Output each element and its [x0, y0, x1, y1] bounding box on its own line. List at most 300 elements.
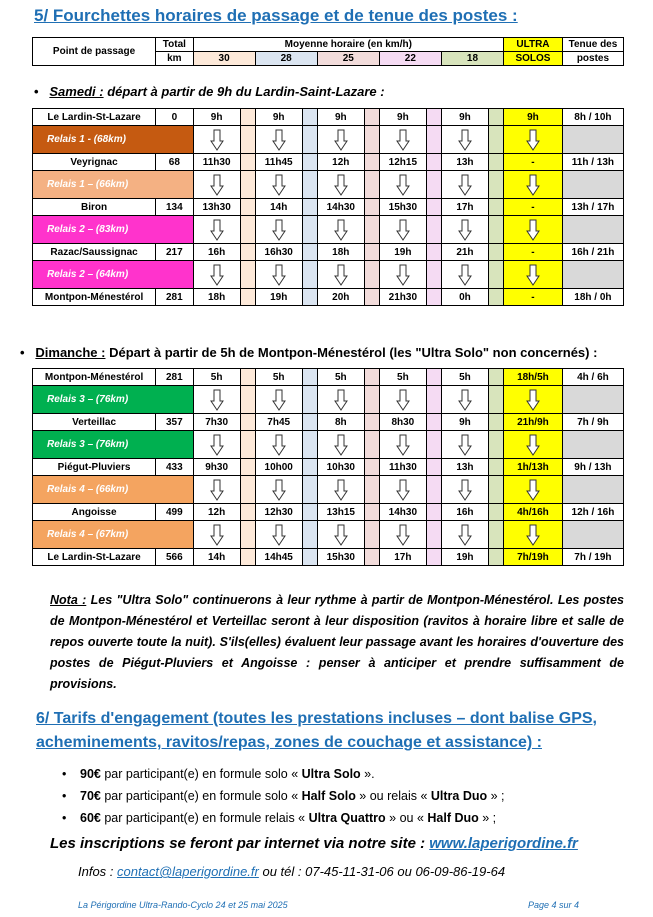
price-item: • 90€ par participant(e) en formule solo « Ultra Solo ». — [62, 763, 505, 785]
time-cell: 12h15 — [379, 154, 426, 171]
stop-row — [33, 244, 624, 261]
arrow-cell — [441, 476, 488, 504]
down-arrow-icon — [396, 389, 410, 411]
stop-km: 0 — [156, 109, 193, 126]
relais-label: Relais 3 – (76km) — [33, 431, 194, 459]
ultra-time: 18h/5h — [503, 369, 562, 386]
spacer-cell — [240, 386, 255, 414]
time-cell: 16h — [193, 244, 240, 261]
spacer-cell — [240, 369, 255, 386]
inscriptions-line: Les inscriptions se feront par internet via notre site : www.laperigordine.fr — [50, 835, 578, 852]
spacer-cell — [426, 216, 441, 244]
spacer-cell — [426, 459, 441, 476]
down-arrow-icon — [272, 434, 286, 456]
down-arrow-icon — [458, 524, 472, 546]
empty-cell — [562, 386, 623, 414]
infos-line: Infos : contact@laperigordine.fr ou tél : 07-45-11-31-06 ou 06-09-86-19-64 — [78, 864, 506, 879]
tenue-poste: 7h / 9h — [562, 414, 623, 431]
time-cell: 9h — [441, 414, 488, 431]
stop-name: Le Lardin-St-Lazare — [33, 109, 156, 126]
stop-row — [33, 414, 624, 431]
spacer-cell — [488, 126, 503, 154]
arrow-cell — [503, 216, 562, 244]
arrow-cell — [317, 476, 364, 504]
spacer-cell — [426, 289, 441, 306]
down-arrow-icon — [526, 434, 540, 456]
arrow-cell — [379, 476, 426, 504]
relais-label: Relais 1 – (66km) — [33, 171, 194, 199]
stop-km: 134 — [156, 199, 193, 216]
stop-name: Razac/Saussignac — [33, 244, 156, 261]
spacer-cell — [426, 386, 441, 414]
spacer-cell — [364, 244, 379, 261]
time-cell: 11h45 — [255, 154, 302, 171]
spacer-cell — [364, 216, 379, 244]
time-cell: 20h — [317, 289, 364, 306]
spacer-cell — [240, 414, 255, 431]
arrow-cell — [441, 386, 488, 414]
arrow-cell — [503, 261, 562, 289]
time-cell: 14h45 — [255, 549, 302, 566]
empty-cell — [562, 476, 623, 504]
down-arrow-icon — [396, 524, 410, 546]
arrow-cell — [193, 216, 240, 244]
spacer-cell — [240, 244, 255, 261]
arrow-cell — [379, 431, 426, 459]
spacer-cell — [426, 171, 441, 199]
spacer-cell — [364, 476, 379, 504]
header-postes: postes — [562, 52, 623, 66]
time-cell: 9h — [255, 109, 302, 126]
down-arrow-icon — [396, 129, 410, 151]
arrow-cell — [255, 216, 302, 244]
price-item: • 70€ par participant(e) en formule solo « Half Solo » ou relais « Ultra Duo » ; — [62, 785, 505, 807]
spacer-cell — [426, 109, 441, 126]
time-cell: 5h — [379, 369, 426, 386]
down-arrow-icon — [334, 389, 348, 411]
spacer-cell — [426, 154, 441, 171]
time-cell: 10h30 — [317, 459, 364, 476]
spacer-cell — [426, 504, 441, 521]
stop-km: 281 — [156, 369, 193, 386]
arrow-cell — [503, 431, 562, 459]
spacer-cell — [364, 459, 379, 476]
relais-label: Relais 2 – (64km) — [33, 261, 194, 289]
spacer-cell — [302, 521, 317, 549]
header-solos: SOLOS — [504, 52, 563, 66]
time-cell: 16h — [441, 504, 488, 521]
tenue-poste: 8h / 10h — [562, 109, 623, 126]
empty-cell — [562, 216, 623, 244]
spacer-cell — [302, 216, 317, 244]
down-arrow-icon — [526, 524, 540, 546]
arrow-cell — [503, 126, 562, 154]
down-arrow-icon — [210, 219, 224, 241]
time-cell: 18h — [317, 244, 364, 261]
spacer-cell — [364, 171, 379, 199]
ultra-time: 21h/9h — [503, 414, 562, 431]
arrow-cell — [441, 126, 488, 154]
bullet-dot: • — [20, 345, 36, 360]
stop-name: Le Lardin-St-Lazare — [33, 549, 156, 566]
spacer-cell — [302, 261, 317, 289]
stop-row — [33, 459, 624, 476]
stop-name: Biron — [33, 199, 156, 216]
arrow-cell — [379, 261, 426, 289]
samedi-table — [32, 108, 624, 306]
relais-label: Relais 3 – (76km) — [33, 386, 194, 414]
stop-row — [33, 289, 624, 306]
time-cell: 17h — [379, 549, 426, 566]
time-cell: 14h30 — [379, 504, 426, 521]
section5-title: 5/ Fourchettes horaires de passage et de tenue des postes : — [34, 6, 518, 25]
down-arrow-icon — [526, 479, 540, 501]
relais-row — [33, 431, 624, 459]
arrow-cell — [503, 476, 562, 504]
footer-right: Page 4 sur 4 — [528, 900, 580, 910]
time-cell: 15h30 — [317, 549, 364, 566]
stop-km: 433 — [156, 459, 193, 476]
dimanche-heading: • Dimanche : Départ à partir de 5h de Montpon-Ménestérol (les "Ultra Solo" non concernés) : — [20, 345, 598, 360]
spacer-cell — [364, 549, 379, 566]
spacer-cell — [488, 216, 503, 244]
nota-text: Les "Ultra Solo" continuerons à leur rythme à partir de Montpon-Ménestérol. Les postes de Montpon-Ménestérol et Verteillac seront à leur disposition (ravitos à horaire libre et salle de repos ouverte toute la nuit). S'ils(elles) évaluent leur passage avant les horaires d'ouverture des postes de Piégut-Pluviers et Angoisse : penser à anticiper et prendre suffisamment de provisions. — [50, 593, 624, 691]
relais-row — [33, 216, 624, 244]
ultra-time: 4h/16h — [503, 504, 562, 521]
arrow-cell — [317, 171, 364, 199]
spacer-cell — [240, 521, 255, 549]
time-cell: 18h — [193, 289, 240, 306]
time-cell: 17h — [441, 199, 488, 216]
arrow-cell — [317, 126, 364, 154]
relais-row — [33, 476, 624, 504]
down-arrow-icon — [210, 434, 224, 456]
stop-row — [33, 109, 624, 126]
spacer-cell — [302, 431, 317, 459]
spacer-cell — [426, 199, 441, 216]
time-cell: 8h30 — [379, 414, 426, 431]
header-point: Point de passage — [33, 38, 156, 66]
spacer-cell — [488, 109, 503, 126]
ultra-time: - — [503, 289, 562, 306]
spacer-cell — [240, 289, 255, 306]
spacer-cell — [364, 154, 379, 171]
bullet-dot: • — [34, 84, 50, 99]
spacer-cell — [240, 431, 255, 459]
spacer-cell — [488, 521, 503, 549]
spacer-cell — [240, 126, 255, 154]
stop-km: 217 — [156, 244, 193, 261]
samedi-heading: • Samedi : départ à partir de 9h du Lardin-Saint-Lazare : — [34, 84, 385, 99]
spacer-cell — [488, 199, 503, 216]
speed-30: 30 — [193, 52, 255, 66]
stop-km: 357 — [156, 414, 193, 431]
down-arrow-icon — [396, 434, 410, 456]
tenue-poste: 16h / 21h — [562, 244, 623, 261]
down-arrow-icon — [334, 524, 348, 546]
spacer-cell — [364, 504, 379, 521]
spacer-cell — [240, 459, 255, 476]
down-arrow-icon — [272, 389, 286, 411]
relais-label: Relais 2 – (83km) — [33, 216, 194, 244]
spacer-cell — [426, 244, 441, 261]
time-cell: 5h — [193, 369, 240, 386]
time-cell: 14h — [193, 549, 240, 566]
arrow-cell — [255, 126, 302, 154]
arrow-cell — [255, 521, 302, 549]
down-arrow-icon — [458, 129, 472, 151]
spacer-cell — [488, 459, 503, 476]
down-arrow-icon — [526, 264, 540, 286]
time-cell: 5h — [255, 369, 302, 386]
time-cell: 5h — [317, 369, 364, 386]
spacer-cell — [302, 126, 317, 154]
spacer-cell — [488, 154, 503, 171]
time-cell: 11h30 — [193, 154, 240, 171]
arrow-cell — [379, 216, 426, 244]
time-cell: 12h — [193, 504, 240, 521]
relais-row — [33, 171, 624, 199]
stop-name: Angoisse — [33, 504, 156, 521]
tenue-poste: 7h / 19h — [562, 549, 623, 566]
spacer-cell — [488, 549, 503, 566]
time-cell: 7h30 — [193, 414, 240, 431]
down-arrow-icon — [210, 129, 224, 151]
relais-label: Relais 4 – (66km) — [33, 476, 194, 504]
arrow-cell — [379, 521, 426, 549]
time-cell: 13h — [441, 459, 488, 476]
down-arrow-icon — [526, 389, 540, 411]
down-arrow-icon — [210, 389, 224, 411]
header-tenue: Tenue des — [562, 38, 623, 52]
down-arrow-icon — [458, 434, 472, 456]
down-arrow-icon — [334, 174, 348, 196]
arrow-cell — [193, 126, 240, 154]
spacer-cell — [302, 289, 317, 306]
time-cell: 8h — [317, 414, 364, 431]
down-arrow-icon — [272, 264, 286, 286]
arrow-cell — [317, 386, 364, 414]
header-ultra: ULTRA — [504, 38, 563, 52]
down-arrow-icon — [334, 264, 348, 286]
website-link[interactable]: www.laperigordine.fr — [429, 835, 578, 852]
nota-label: Nota : — [50, 593, 87, 607]
spacer-cell — [302, 386, 317, 414]
down-arrow-icon — [458, 219, 472, 241]
spacer-cell — [426, 261, 441, 289]
arrow-cell — [317, 261, 364, 289]
stop-name: Veyrignac — [33, 154, 156, 171]
arrow-cell — [441, 216, 488, 244]
spacer-cell — [240, 171, 255, 199]
ultra-time: 7h/19h — [503, 549, 562, 566]
time-cell: 9h30 — [193, 459, 240, 476]
arrow-cell — [503, 521, 562, 549]
arrow-cell — [441, 171, 488, 199]
time-cell: 14h30 — [317, 199, 364, 216]
time-cell: 16h30 — [255, 244, 302, 261]
down-arrow-icon — [272, 174, 286, 196]
speed-28: 28 — [255, 52, 317, 66]
spacer-cell — [240, 109, 255, 126]
spacer-cell — [240, 216, 255, 244]
ultra-time: 9h — [503, 109, 562, 126]
section6-title: 6/ Tarifs d'engagement (toutes les prestations incluses – dont balise GPS, acheminements, ravitos/repas, zones de couchage et assistance) : — [36, 710, 597, 751]
down-arrow-icon — [272, 479, 286, 501]
arrow-cell — [193, 476, 240, 504]
down-arrow-icon — [210, 524, 224, 546]
tenue-poste: 12h / 16h — [562, 504, 623, 521]
relais-row — [33, 386, 624, 414]
down-arrow-icon — [526, 219, 540, 241]
time-cell: 10h00 — [255, 459, 302, 476]
spacer-cell — [426, 431, 441, 459]
spacer-cell — [364, 109, 379, 126]
tenue-poste: 4h / 6h — [562, 369, 623, 386]
spacer-cell — [302, 171, 317, 199]
spacer-cell — [364, 126, 379, 154]
arrow-cell — [441, 261, 488, 289]
stop-km: 566 — [156, 549, 193, 566]
down-arrow-icon — [272, 524, 286, 546]
spacer-cell — [240, 476, 255, 504]
spacer-cell — [240, 154, 255, 171]
spacer-cell — [488, 414, 503, 431]
stop-km: 68 — [156, 154, 193, 171]
time-cell: 21h — [441, 244, 488, 261]
arrow-cell — [441, 431, 488, 459]
down-arrow-icon — [210, 479, 224, 501]
spacer-cell — [302, 244, 317, 261]
spacer-cell — [302, 476, 317, 504]
relais-label: Relais 4 – (67km) — [33, 521, 194, 549]
time-cell: 9h — [193, 109, 240, 126]
time-cell: 9h — [379, 109, 426, 126]
arrow-cell — [317, 431, 364, 459]
time-cell: 21h30 — [379, 289, 426, 306]
down-arrow-icon — [272, 219, 286, 241]
down-arrow-icon — [458, 479, 472, 501]
speed-18: 18 — [441, 52, 503, 66]
empty-cell — [562, 521, 623, 549]
ultra-time: - — [503, 244, 562, 261]
stop-km: 499 — [156, 504, 193, 521]
spacer-cell — [426, 549, 441, 566]
arrow-cell — [379, 126, 426, 154]
arrow-cell — [193, 521, 240, 549]
arrow-cell — [255, 476, 302, 504]
tenue-poste: 13h / 17h — [562, 199, 623, 216]
stop-row — [33, 154, 624, 171]
spacer-cell — [488, 369, 503, 386]
down-arrow-icon — [458, 174, 472, 196]
spacer-cell — [302, 549, 317, 566]
stop-name: Montpon-Ménestérol — [33, 289, 156, 306]
spacer-cell — [426, 369, 441, 386]
price-list — [62, 763, 505, 829]
stop-km: 281 — [156, 289, 193, 306]
down-arrow-icon — [334, 219, 348, 241]
nota-paragraph — [50, 590, 624, 695]
time-cell: 9h — [441, 109, 488, 126]
time-cell: 9h — [317, 109, 364, 126]
empty-cell — [562, 261, 623, 289]
empty-cell — [562, 431, 623, 459]
time-cell: 13h30 — [193, 199, 240, 216]
spacer-cell — [488, 244, 503, 261]
stop-row — [33, 549, 624, 566]
spacer-cell — [364, 289, 379, 306]
down-arrow-icon — [210, 264, 224, 286]
relais-row — [33, 261, 624, 289]
spacer-cell — [302, 154, 317, 171]
spacer-cell — [426, 126, 441, 154]
spacer-cell — [426, 521, 441, 549]
time-cell: 13h — [441, 154, 488, 171]
down-arrow-icon — [458, 389, 472, 411]
down-arrow-icon — [210, 174, 224, 196]
down-arrow-icon — [272, 129, 286, 151]
speed-22: 22 — [379, 52, 441, 66]
time-cell: 5h — [441, 369, 488, 386]
spacer-cell — [488, 431, 503, 459]
ultra-time: - — [503, 154, 562, 171]
email-link[interactable]: contact@laperigordine.fr — [117, 864, 259, 879]
time-cell: 19h — [441, 549, 488, 566]
down-arrow-icon — [334, 479, 348, 501]
header-total: Total — [156, 38, 193, 52]
spacer-cell — [364, 386, 379, 414]
arrow-cell — [193, 386, 240, 414]
speed-25: 25 — [317, 52, 379, 66]
stop-row — [33, 199, 624, 216]
spacer-cell — [240, 199, 255, 216]
stop-name: Montpon-Ménestérol — [33, 369, 156, 386]
time-cell: 0h — [441, 289, 488, 306]
time-cell: 15h30 — [379, 199, 426, 216]
spacer-cell — [302, 199, 317, 216]
time-cell: 12h — [317, 154, 364, 171]
empty-cell — [562, 171, 623, 199]
time-cell: 13h15 — [317, 504, 364, 521]
arrow-cell — [317, 216, 364, 244]
down-arrow-icon — [526, 174, 540, 196]
ultra-time: - — [503, 199, 562, 216]
spacer-cell — [302, 109, 317, 126]
arrow-cell — [255, 171, 302, 199]
tenue-poste: 18h / 0h — [562, 289, 623, 306]
tenue-poste: 9h / 13h — [562, 459, 623, 476]
down-arrow-icon — [334, 434, 348, 456]
arrow-cell — [193, 261, 240, 289]
spacer-cell — [364, 369, 379, 386]
spacer-cell — [488, 261, 503, 289]
down-arrow-icon — [458, 264, 472, 286]
stop-name: Piégut-Pluviers — [33, 459, 156, 476]
spacer-cell — [240, 261, 255, 289]
down-arrow-icon — [396, 219, 410, 241]
spacer-cell — [488, 386, 503, 414]
down-arrow-icon — [396, 264, 410, 286]
relais-label: Relais 1 - (68km) — [33, 126, 194, 154]
down-arrow-icon — [396, 174, 410, 196]
arrow-cell — [255, 431, 302, 459]
arrow-cell — [193, 171, 240, 199]
arrow-cell — [379, 171, 426, 199]
ultra-time: 1h/13h — [503, 459, 562, 476]
arrow-cell — [441, 521, 488, 549]
spacer-cell — [364, 199, 379, 216]
